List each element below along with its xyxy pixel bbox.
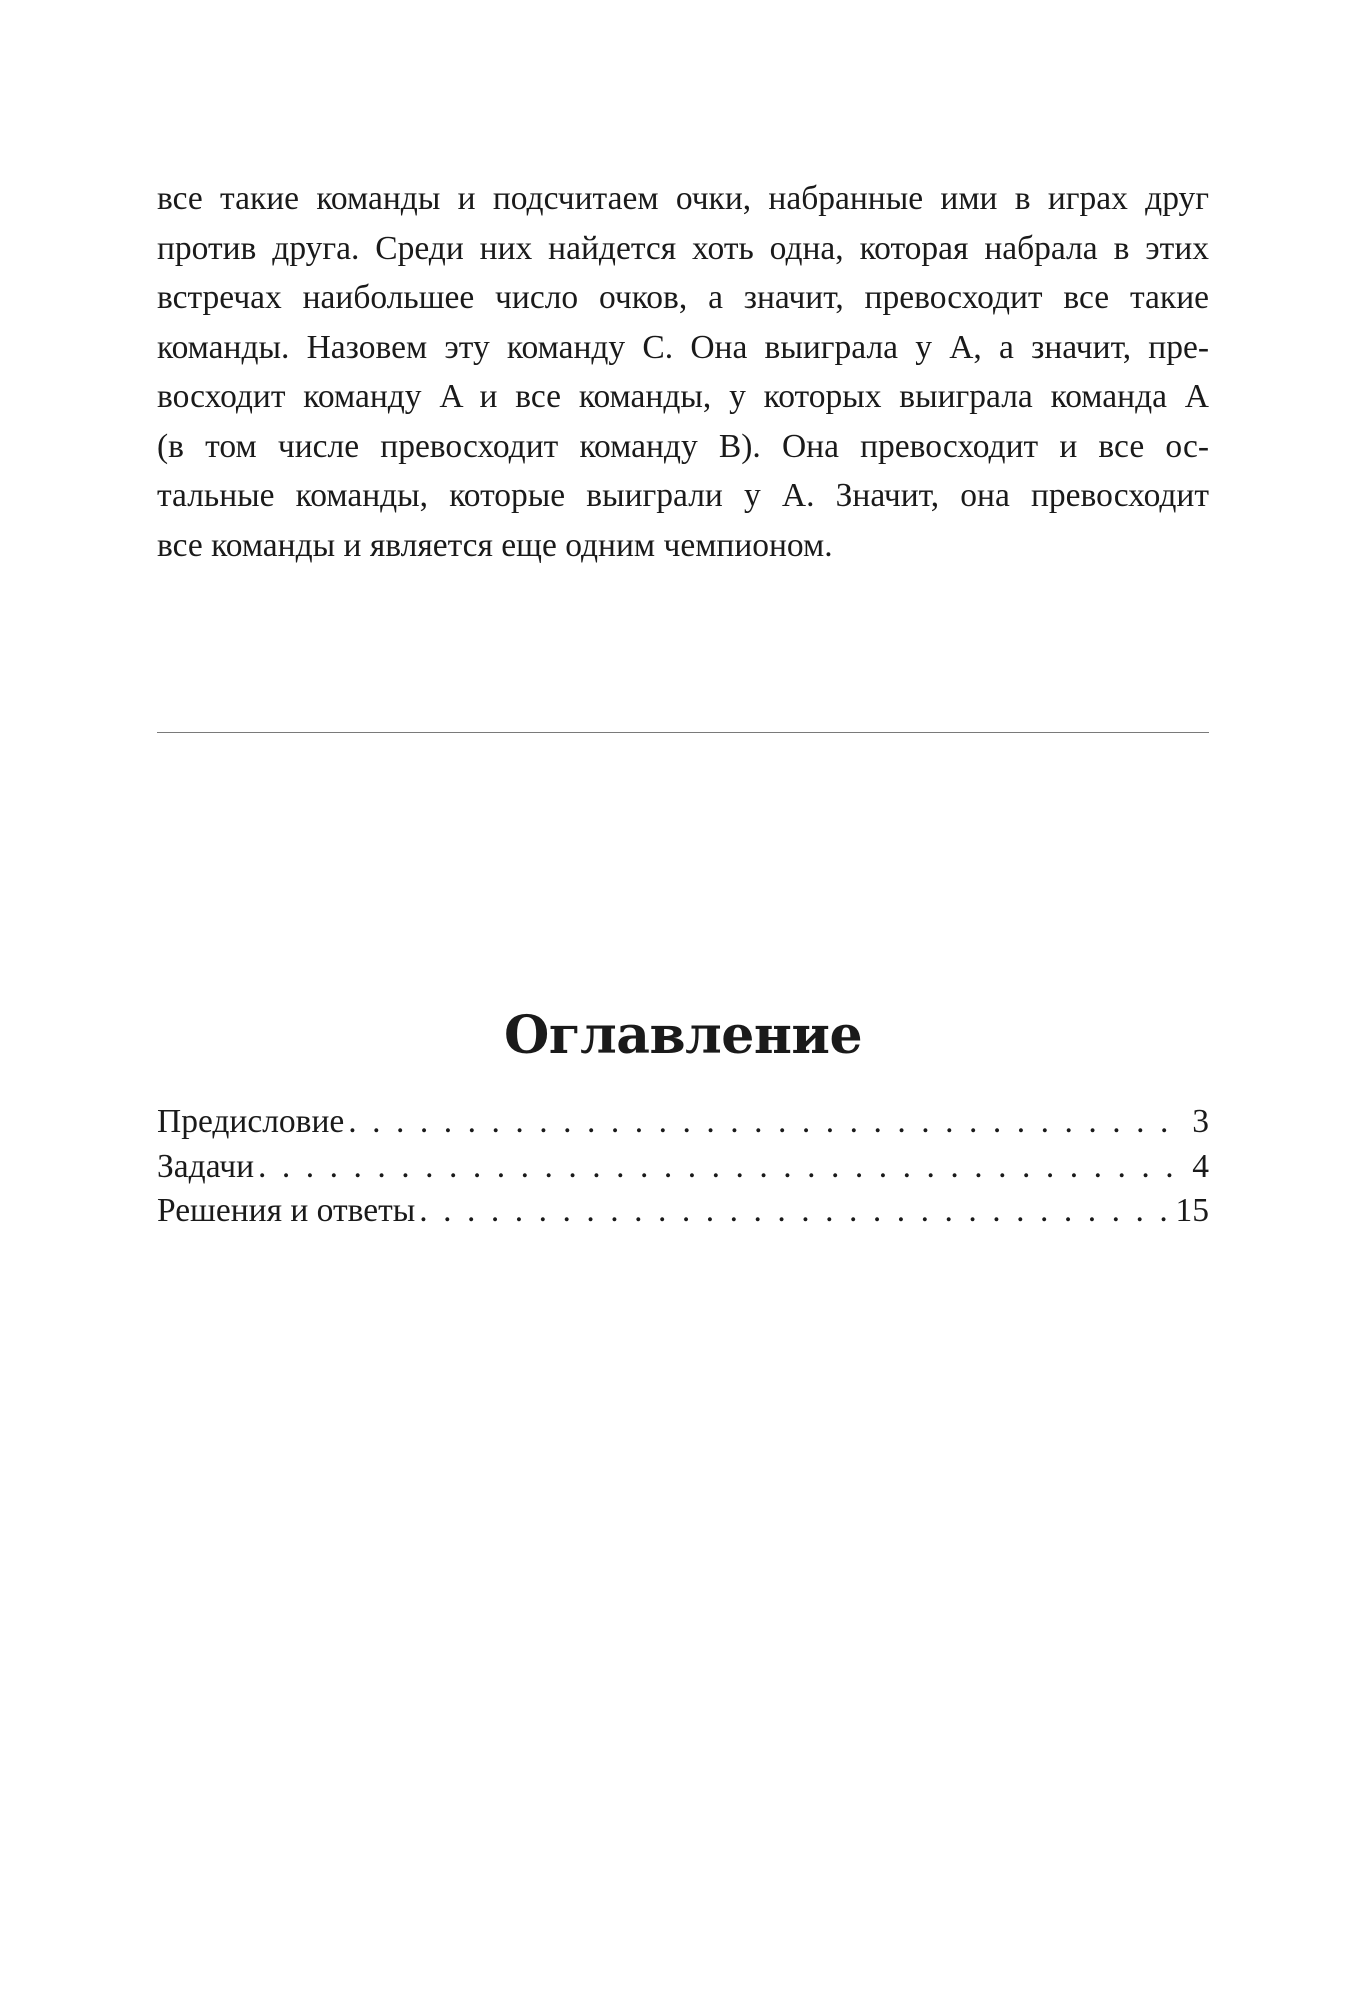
toc-entry[interactable] [157,1145,1209,1190]
body-paragraph [157,174,1209,570]
paragraph-line: против друга. Среди них найдется хоть одна, которая набрала в этих [157,229,1209,267]
paragraph-line: встречах наибольшее число очков, а значит, превосходит все такие [157,279,1209,316]
toc-entry-page: 15 [1175,1192,1209,1229]
toc-leader-dots [419,1189,1167,1234]
paragraph-line: тальные команды, которые выиграли у A. Значит, она превосходит [157,477,1209,514]
toc-leader-dots [348,1100,1184,1145]
toc-leader-dots [258,1145,1184,1190]
paragraph-line: (в том числе превосходит команду B). Она превосходит и все ос- [157,427,1209,465]
toc-entry-page: 4 [1192,1147,1209,1185]
toc-entry[interactable] [157,1100,1209,1145]
paragraph-line: все команды и является еще одним чемпионом. [157,526,833,564]
table-of-contents [157,1100,1209,1234]
toc-entry-label: Предисловие [157,1103,345,1140]
toc-title: Оглавление [503,1005,863,1066]
paragraph-line: все такие команды и подсчитаем очки, набранные ими в играх друг [157,180,1209,217]
toc-entry-label: Решения и ответы [157,1192,416,1229]
toc-entry[interactable] [157,1189,1209,1234]
paragraph-line: восходит команду A и все команды, у которых выиграла команда A [157,378,1209,415]
section-divider [157,732,1209,733]
toc-entry-page: 3 [1192,1103,1209,1140]
paragraph-line: команды. Назовем эту команду C. Она выиграла у A, а значит, пре- [157,328,1209,366]
toc-entry-label: Задачи [157,1147,254,1185]
